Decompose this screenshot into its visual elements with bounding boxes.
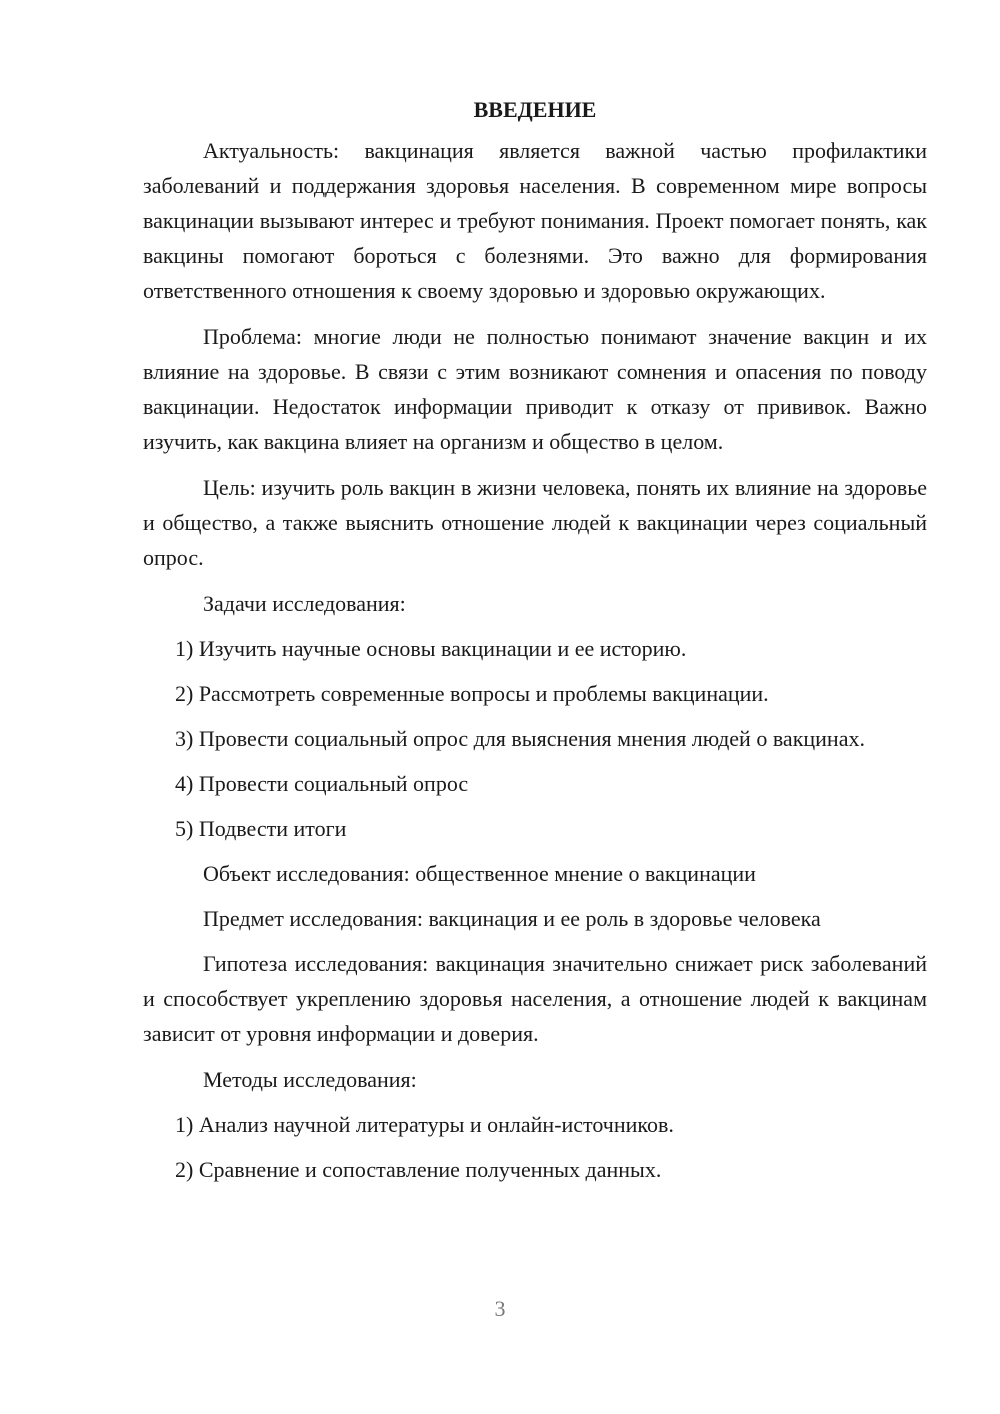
task-item-3: 3) Провести социальный опрос для выяснения мнения людей о вакцинах. (175, 726, 865, 751)
page-number: 3 (494, 1296, 506, 1321)
problem-paragraph: Проблема: многие люди не полностью понимают значение вакцин и их влияние на здоровье. В связи с этим возникают сомнения и опасения по поводу вакцинации. Недостаток информации приводит к отказу от прививок. Важно изучить, как вакцина влияет на организм и общество в целом. (143, 324, 927, 454)
methods-heading: Методы исследования: (203, 1067, 417, 1092)
research-subject: Предмет исследования: вакцинация и ее роль в здоровье человека (203, 906, 821, 931)
task-item-5: 5) Подвести итоги (175, 816, 347, 841)
research-object: Объект исследования: общественное мнение о вакцинации (203, 861, 756, 886)
hypothesis-paragraph: Гипотеза исследования: вакцинация значительно снижает риск заболеваний и способствует укреплению здоровья населения, а отношение людей к вакцинам зависит от уровня информации и доверия. (143, 951, 927, 1046)
goal-paragraph: Цель: изучить роль вакцин в жизни человека, понять их влияние на здоровье и общество, а также выяснить отношение людей к вакцинации через социальный опрос. (143, 475, 927, 570)
tasks-heading: Задачи исследования: (203, 591, 406, 616)
task-item-1: 1) Изучить научные основы вакцинации и ее историю. (175, 636, 687, 661)
task-item-4: 4) Провести социальный опрос (175, 771, 469, 796)
section-title: ВВЕДЕНИЕ (473, 97, 597, 122)
relevance-paragraph: Актуальность: вакцинация является важной частью профилактики заболеваний и поддержания здоровья населения. В современном мире вопросы вакцинации вызывают интерес и требуют понимания. Проект помогает понять, как вакцины помогают бороться с болезнями. Это важно для формирования ответственного отношения к своему здоровью и здоровью окружающих. (143, 138, 927, 303)
method-item-2: 2) Сравнение и сопоставление полученных данных. (175, 1157, 662, 1182)
method-item-1: 1) Анализ научной литературы и онлайн-источников. (175, 1112, 674, 1137)
task-item-2: 2) Рассмотреть современные вопросы и проблемы вакцинации. (175, 681, 769, 706)
document-page (143, 92, 927, 1197)
